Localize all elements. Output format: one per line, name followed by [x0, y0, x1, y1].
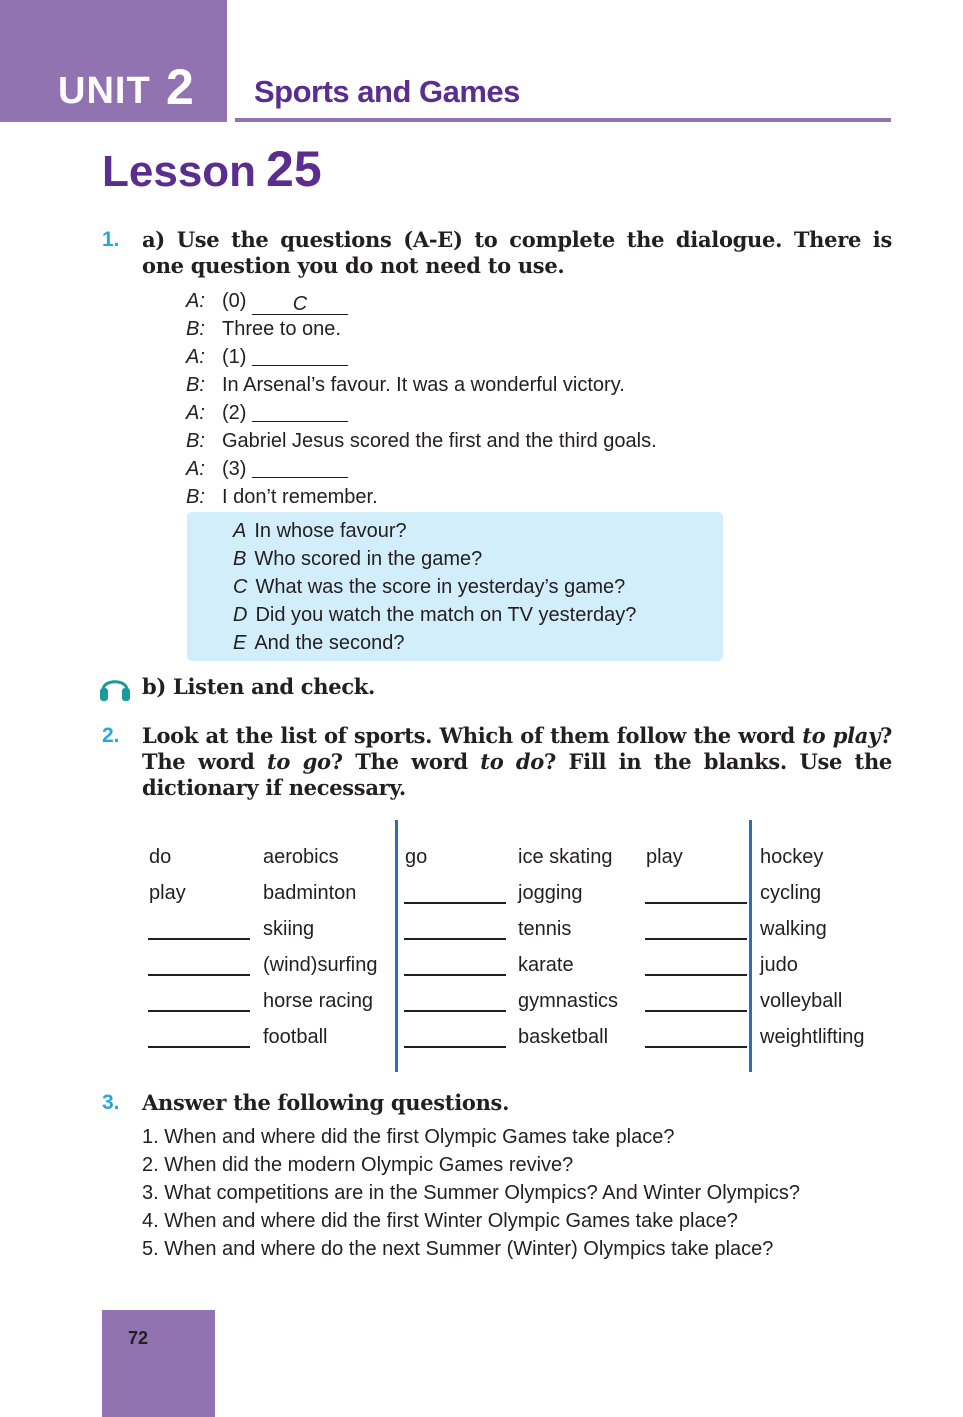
verb-blank[interactable] [645, 938, 747, 940]
column-divider [749, 820, 752, 1072]
dialogue-line [186, 315, 657, 343]
sport-cell: badminton [263, 882, 357, 904]
sport-cell: jogging [518, 882, 583, 904]
unit-banner [0, 0, 227, 122]
unit-number: 2 [166, 59, 194, 115]
task2-number: 2. [102, 724, 120, 747]
line-text: (3) [222, 458, 247, 480]
speaker: B: [186, 318, 205, 340]
question-item: 1. When and where did the first Olympic Games take place? [142, 1126, 675, 1148]
sport-cell: basketball [518, 1026, 609, 1048]
question-item: 2. When did the modern Olympic Games revive? [142, 1154, 574, 1176]
dialogue [186, 287, 657, 511]
line-text: (2) [222, 402, 247, 424]
verb-blank[interactable] [404, 974, 506, 976]
sport-cell: aerobics [263, 846, 339, 868]
line-text: Three to one. [222, 318, 341, 340]
line-text: (0) [222, 290, 247, 312]
page-number: 72 [128, 1328, 149, 1348]
sport-cell: tennis [518, 918, 572, 940]
dialogue-line [186, 427, 657, 455]
lesson-word: Lesson [102, 147, 257, 196]
sport-cell: volleyball [760, 990, 843, 1012]
answer-blank[interactable] [252, 457, 348, 478]
answer-blank[interactable]: C [252, 294, 348, 315]
verb-blank[interactable] [148, 974, 250, 976]
sport-cell: gymnastics [518, 990, 619, 1012]
unit-label: UNIT [58, 70, 151, 112]
sport-cell: ice skating [518, 846, 613, 868]
verb-cell: go [405, 846, 428, 868]
dialogue-line [186, 287, 657, 315]
speaker: A: [186, 290, 205, 312]
headphones-icon[interactable] [99, 672, 131, 702]
verb-blank[interactable] [404, 1046, 506, 1048]
verb-blank[interactable] [404, 902, 506, 904]
task2-instruction: Look at the list of sports. Which of them follow the word to play? The word to go? The word to do? Fill in the blanks. Use the dictionary if necessary. [142, 723, 892, 800]
option-item: A In whose favour? [233, 520, 407, 542]
option-item: C What was the score in yesterday’s game? [233, 576, 626, 598]
answer-blank[interactable] [252, 345, 348, 366]
lesson-number: 25 [266, 141, 322, 197]
verb-cell: play [646, 846, 683, 868]
verb-blank[interactable] [645, 1010, 747, 1012]
speaker: B: [186, 486, 205, 508]
column-divider [395, 820, 398, 1072]
task1-instruction: a) Use the questions (A-E) to complete the dialogue. There is one question you do not need to use. [142, 227, 892, 278]
task1b-instruction: b) Listen and check. [142, 674, 376, 699]
dialogue-line [186, 371, 657, 399]
question-item: 3. What competitions are in the Summer Olympics? And Winter Olympics? [142, 1182, 801, 1204]
sport-cell: weightlifting [760, 1026, 865, 1048]
dialogue-line [186, 483, 657, 511]
line-text: I don’t remember. [222, 486, 378, 508]
line-text: (1) [222, 346, 247, 368]
line-text: Gabriel Jesus scored the first and the third goals. [222, 430, 657, 452]
sport-cell: karate [518, 954, 574, 976]
verb-blank[interactable] [404, 1010, 506, 1012]
task1-number: 1. [102, 228, 120, 251]
speaker: A: [186, 458, 205, 480]
sport-cell: cycling [760, 882, 822, 904]
task3-number: 3. [102, 1091, 120, 1114]
verb-blank[interactable] [148, 938, 250, 940]
verb-blank[interactable] [404, 938, 506, 940]
sport-cell: hockey [760, 846, 824, 868]
verb-blank[interactable] [645, 1046, 747, 1048]
sport-cell: football [263, 1026, 328, 1048]
speaker: A: [186, 402, 205, 424]
speaker: B: [186, 430, 205, 452]
speaker: A: [186, 346, 205, 368]
question-item: 5. When and where do the next Summer (Winter) Olympics take place? [142, 1238, 774, 1260]
dialogue-line [186, 343, 657, 371]
dialogue-line [186, 399, 657, 427]
sport-cell: skiing [263, 918, 315, 940]
lesson-title [102, 140, 322, 198]
verb-blank[interactable] [645, 902, 747, 904]
verb-blank[interactable] [148, 1010, 250, 1012]
answer-blank[interactable] [252, 401, 348, 422]
sport-cell: (wind)surfing [263, 954, 378, 976]
verb-cell: do [149, 846, 172, 868]
verb-blank[interactable] [645, 974, 747, 976]
sport-cell: horse racing [263, 990, 374, 1012]
verb-cell: play [149, 882, 186, 904]
speaker: B: [186, 374, 205, 396]
sport-cell: judo [760, 954, 798, 976]
option-item: E And the second? [233, 632, 405, 654]
header-rule [235, 118, 891, 122]
option-item: B Who scored in the game? [233, 548, 483, 570]
task3-instruction: Answer the following questions. [142, 1090, 510, 1115]
page-number-box [102, 1310, 215, 1417]
line-text: In Arsenal’s favour. It was a wonderful victory. [222, 374, 625, 396]
question-item: 4. When and where did the first Winter Olympic Games take place? [142, 1210, 738, 1232]
dialogue-line [186, 455, 657, 483]
option-item: D Did you watch the match on TV yesterday? [233, 604, 637, 626]
unit-title: Sports and Games [254, 74, 520, 109]
sport-cell: walking [760, 918, 827, 940]
verb-blank[interactable] [148, 1046, 250, 1048]
